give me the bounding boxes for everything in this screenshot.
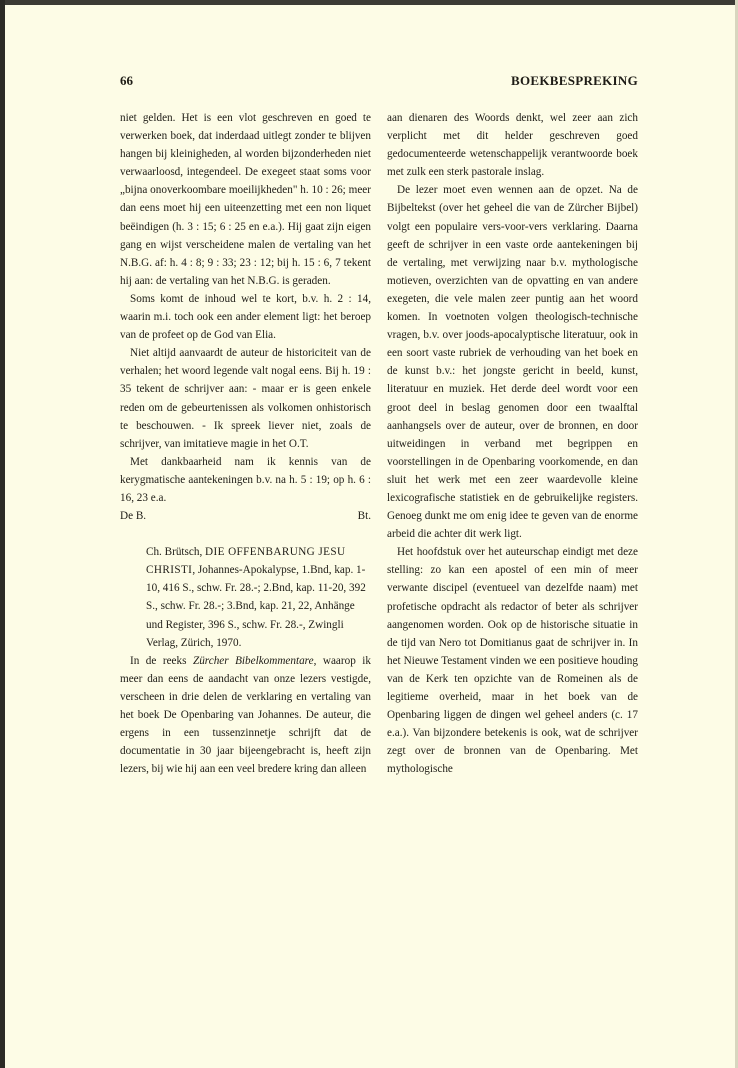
paragraph: De lezer moet even wennen aan de opzet. Na de Bijbeltekst (over het geheel die van de Zürcher Bijbel) volgt een populaire vers-voor-vers verklaring. Daarna geeft de schrijver in een vaste orde aantekeningen bij de vertaling, met verwijzing naar b.v. mythologische motieven, overzichten van de opvatting en van andere exegeten, die vele malen zeer puntig aan het woord komen. In voetnoten volgen theologisch-technische vragen, b.v. over joods-apocalyptische literatuur, ook in een soort vaste rubriek de verhouding van het boek en de kunst b.v.: het jongste gericht in beeld, kunst, literatuur en muziek. Het derde deel wordt voor een groot deel in beslag genomen door een twaalftal aanhangsels over de auteur, over de bronnen, en door uitweidingen in verband met begrippen en voorstellingen in de Openbaring voorkomende, en dan sluit het werk met een zeer waardevolle kleine lexicografische statistiek en de gebruikelijke registers. Genoeg dunkt me om enig idee te geven van de enorme arbeid die achter dit werk ligt.: [387, 184, 638, 541]
scan-edge-top: [0, 0, 738, 5]
page-header: [120, 73, 638, 93]
text-run: , waarop ik meer dan eens de aandacht van onze lezers vestigde, verscheen in drie delen de verklaring en vertaling van het boek De Openbaring van Johannes. De auteur, die ergens in een tussenzinnetje schrijft dat de documentatie in 30 jaar bijeengebracht is, heeft zijn lezers, bij wie hij aan een veel bredere kring dan alleen: [120, 654, 372, 776]
paragraph: Met dankbaarheid nam ik kennis van de kerygmatische aantekeningen b.v. na h. 5 : 19; op h. 6 : 16, 23 e.a.: [120, 455, 371, 504]
paragraph: Niet altijd aanvaardt de auteur de historiciteit van de verhalen; het woord legende valt nogal eens. Bij h. 19 : 35 tekent de schrijver aan: - maar er is geen enkele reden om de gebeurtenissen als volkomen onhistorisch te beschouwen. - Ik spreek liever niet, zoals de schrijver, van imitatieve magie in het O.T.: [120, 347, 371, 450]
text-run: In de reeks: [130, 654, 193, 667]
bib-details: , Johannes-Apokalypse, 1.Bnd, kap. 1-10, 416 S., schw. Fr. 28.-; 2.Bnd, kap. 11-20, 392 S., schw. Fr. 28.-; 3.Bnd, kap. 21, 22, Anhänge und Register, 396 S., schw. Fr. 28.-, Zwingli Verlag, Zürich, 1970.: [146, 564, 366, 649]
bib-author: Ch. Brütsch,: [146, 546, 206, 559]
series-title: Zürcher Bibelkommentare: [192, 654, 314, 667]
paragraph: [120, 652, 371, 779]
paragraph: niet gelden. Het is een vlot geschreven en goed te verwerken boek, dat inderdaad uitlegt zonder te blijven hangen bij kleinigheden, al worden bijzonderheden niet verwaarloosd, integendeel. De exegeet staat soms voor „bijna onoverkoombare moeilijkheden" h. 10 : 26; meer dan eens moet hij een uiteenzetting met een non liquet beëindigen (h. 3 : 15; 6 : 25 en e.a.). Hij gaat zijn eigen gang en wijst verscheidene malen de vertaling van het N.B.G. af: h. 4 : 8; 9 : 33; 23 : 12; bij h. 15 : 6, 7 tekent hij aan: de vertaling van het N.B.G. is geraden.: [120, 112, 371, 287]
paragraph: aan dienaren des Woords denkt, wel zeer aan zich verplicht met dit helder geschreven goed gedocumenteerde wetenschappelijk verantwoorde boek met zulk een sterk pastorale inslag.: [387, 112, 638, 179]
left-column: [120, 109, 371, 778]
reviewer-initials: De B.: [120, 510, 147, 523]
paragraph: Het hoofdstuk over het auteurschap eindigt met deze stelling: zo kan een apostel of een min of meer verwante discipel (eventueel van dezelfde naam) met profetische opdracht als redactor of beter als schrijver aangenomen worden. Ook op de historische situatie in de tijd van Nero tot Domitianus gaat de schrijver in. In het Nieuwe Testament vinden we een positieve houding van de Kerk ten opzichte van de Romeinen als de legitieme overheid, maar in het boek van de Openbaring liggen de dingen wel geheel anders (c. 17 e.a.). Van bijzondere betekenis is ook, wat de schrijver zegt over de bronnen van de Openbaring. Met mythologische: [387, 546, 638, 776]
paragraph: Soms komt de inhoud wel te kort, b.v. h. 2 : 14, waarin m.i. toch ook een ander element ligt: het beroep van de profeet op de God van Elia.: [120, 292, 371, 342]
bib-title: DIE OFFENBARUNG JESU CHRISTI: [146, 546, 346, 577]
bibliographic-entry: [146, 543, 371, 652]
right-column: [387, 109, 638, 778]
page-number: 66: [120, 73, 133, 88]
reviewer-initials-right: Bt.: [357, 510, 371, 523]
running-head: BOEKBESPREKING: [510, 73, 638, 88]
review-signature: [120, 507, 371, 525]
scan-edge-left: [0, 0, 5, 1068]
